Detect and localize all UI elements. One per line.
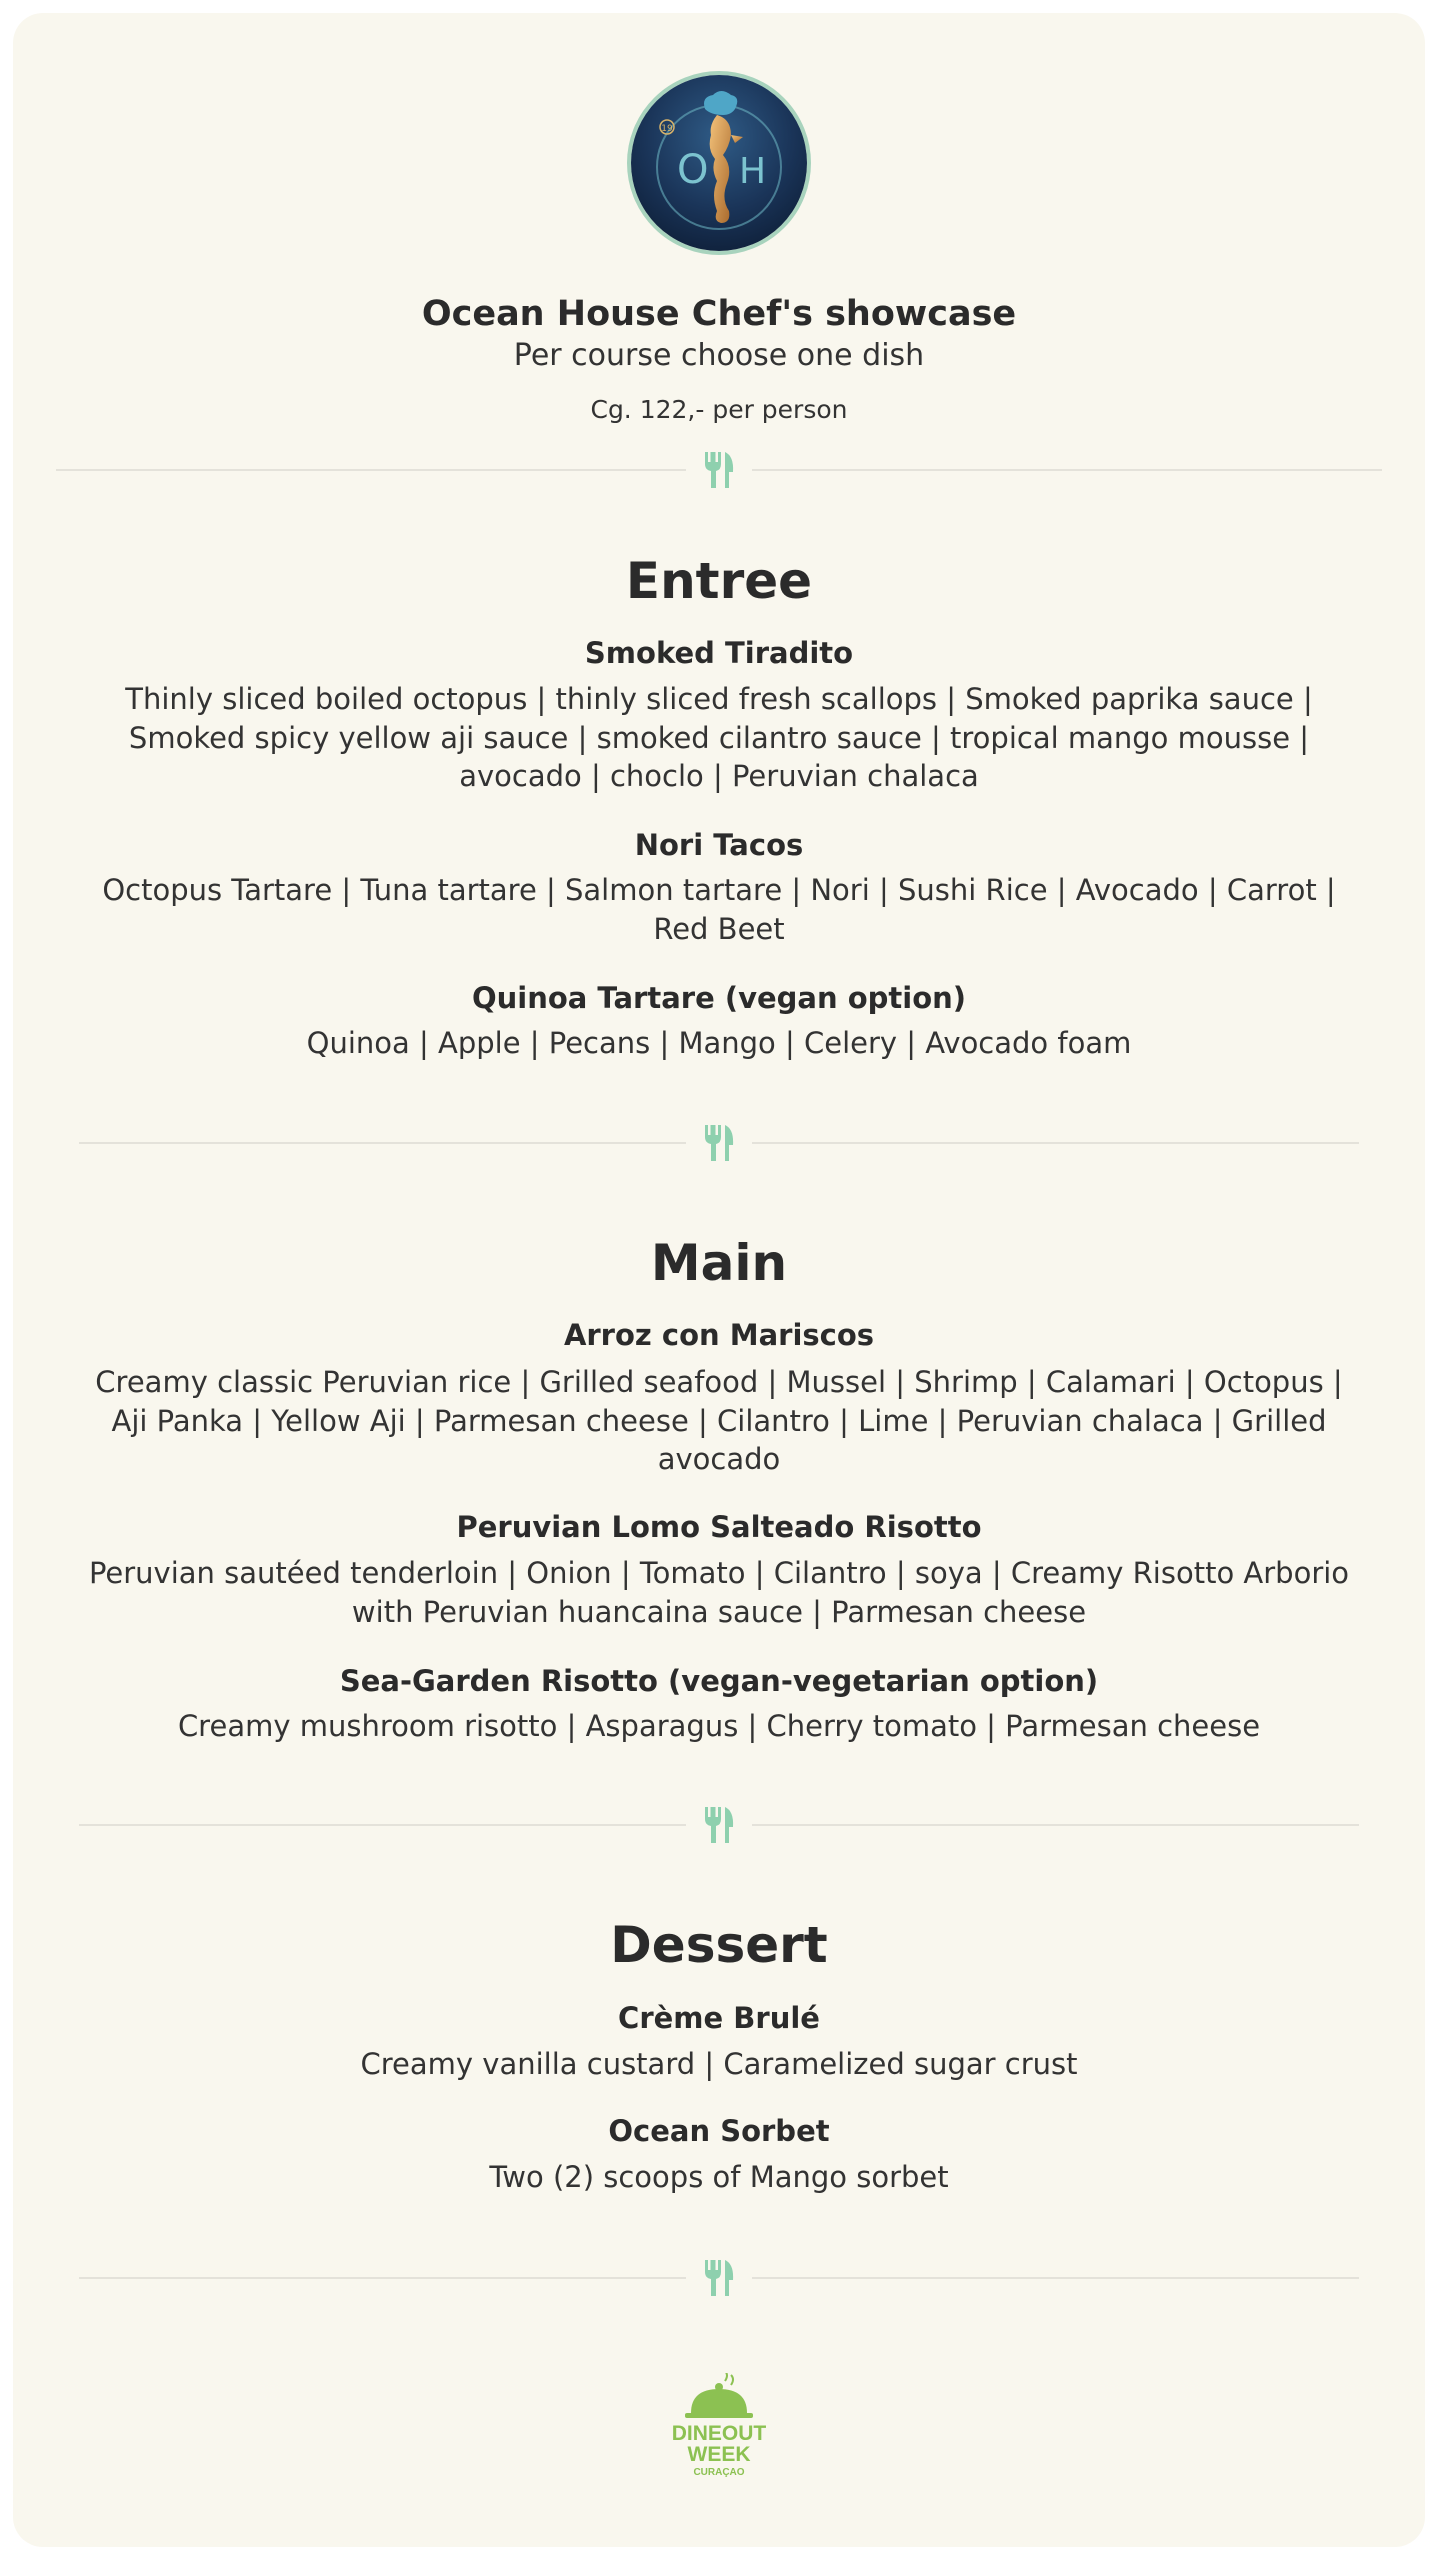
fork-knife-icon (702, 450, 736, 490)
svg-text:O: O (677, 147, 709, 193)
brand-line-2: WEEK (687, 2443, 751, 2466)
section-divider (56, 450, 1382, 490)
section-title-main: Main (650, 1234, 788, 1292)
cloche-icon (653, 2373, 785, 2493)
section-divider (79, 2258, 1359, 2298)
dish-description: Octopus Tartare | Tuna tartare | Salmon tartare | Nori | Sushi Rice | Avocado | Carrot | Red Beet (102, 873, 1336, 946)
dish-description: Creamy classic Peruvian rice | Grilled seafood | Mussel | Shrimp | Calamari | Octopus | Aji Panka | Yellow Aji | Parmesan cheese | Cilantro | Lime | Peruvian chalaca | Grilled avocado (95, 1365, 1343, 1476)
price-per-person: Cg. 122,- per person (590, 395, 848, 424)
fork-knife-icon (702, 2258, 736, 2298)
dish-description: Thinly sliced boiled octopus | thinly sliced fresh scallops | Smoked paprika sauce | Smoked spicy yellow aji sauce | smoked cilantro sauce | tropical mango mousse | avocado | choclo | Peruvian chalaca (125, 682, 1313, 793)
seahorse-chef-logo-icon (631, 75, 807, 251)
dish-name: Sea-Garden Risotto (vegan-vegetarian option) (339, 1664, 1099, 1698)
dish-description: Creamy mushroom risotto | Asparagus | Cherry tomato | Parmesan cheese (177, 1709, 1261, 1743)
section-title-dessert: Dessert (610, 1916, 828, 1974)
section-divider (79, 1805, 1359, 1845)
dish-name: Smoked Tiradito (584, 636, 854, 670)
fork-knife-icon (702, 1123, 736, 1163)
svg-text:H: H (739, 151, 767, 192)
dish-description: Creamy vanilla custard | Caramelized sugar crust (360, 2047, 1078, 2081)
dish-name: Peruvian Lomo Salteado Risotto (456, 1510, 982, 1544)
dish-description: Peruvian sautéed tenderloin | Onion | Tomato | Cilantro | soya | Creamy Risotto Arborio with Peruvian huancaina sauce | Parmesan cheese (88, 1556, 1350, 1629)
section-title-entree: Entree (625, 552, 813, 610)
fork-knife-icon (702, 1805, 736, 1845)
menu-card (13, 13, 1425, 2547)
dineout-week-logo (653, 2373, 785, 2493)
dish-name: Crème Brulé (618, 2001, 820, 2035)
menu-title: Ocean House Chef's showcase (421, 294, 1017, 334)
brand-line-3: CURAÇAO (693, 2467, 745, 2478)
dish-description: Quinoa | Apple | Pecans | Mango | Celery | Avocado foam (306, 1026, 1132, 1060)
dish-name: Nori Tacos (634, 828, 804, 862)
dish-name: Ocean Sorbet (608, 2114, 830, 2148)
dish-name: Arroz con Mariscos (563, 1318, 875, 1352)
brand-line-1: DINEOUT (671, 2422, 767, 2445)
svg-text:19: 19 (661, 124, 673, 134)
section-divider (79, 1123, 1359, 1163)
dish-description: Two (2) scoops of Mango sorbet (489, 2160, 949, 2194)
dish-name: Quinoa Tartare (vegan option) (471, 981, 967, 1015)
menu-subtitle: Per course choose one dish (513, 338, 925, 373)
restaurant-logo (627, 71, 811, 255)
